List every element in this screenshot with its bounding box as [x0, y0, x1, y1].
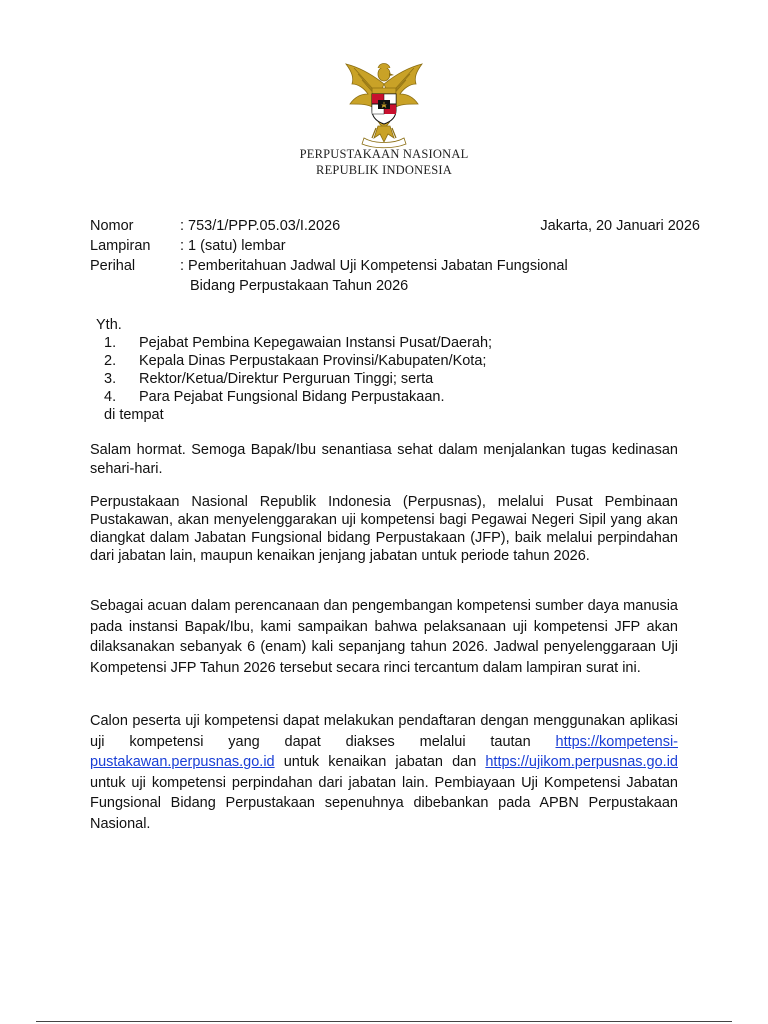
- lampiran-value: : 1 (satu) lembar: [180, 238, 286, 254]
- footer-divider: [36, 1021, 732, 1022]
- org-name-line2: REPUBLIK INDONESIA: [316, 163, 452, 177]
- body-paragraph-2: Perpustakaan Nasional Republik Indonesia (Perpusnas), melalui Pusat Pembinaan Pustakawan, akan menyelenggarakan uji kompetensi bagi Pegawai Negeri Sipil yang akan diangkat dalam Jabatan Fungsional bidang Perpustakaan (JFP), baik melalui perpindahan dari jabatan lain, maupun kenaikan jenjang jabatan untuk periode tahun 2026.: [90, 494, 678, 564]
- body-paragraph-1: Salam hormat. Semoga Bapak/Ibu senantiasa sehat dalam menjalankan tugas kedinasan sehari-hari.: [90, 442, 678, 477]
- perihal-row: [90, 256, 700, 276]
- perihal-label: Perihal: [90, 258, 136, 274]
- letter-date: Jakarta, 20 Januari 2026: [540, 218, 700, 234]
- perihal-row-2: [90, 276, 700, 296]
- body-paragraph-3: Sebagai acuan dalam perencanaan dan pengembangan kompetensi sumber daya manusia pada instansi Bapak/Ibu, kami sampaikan bahwa pelaksanaan uji kompetensi JFP akan dilaksanakan sebanyak 6 (enam) kali sepanjang tahun 2026. Jadwal penyelenggaraan Uji Kompetensi JFP Tahun 2026 tersebut secara rinci tercantum dalam lampiran surat ini.: [90, 598, 678, 676]
- nomor-value: : 753/1/PPP.05.03/I.2026: [180, 218, 341, 234]
- list-item: [104, 352, 492, 370]
- list-item-number: 3.: [104, 371, 117, 387]
- list-item: [104, 334, 492, 352]
- body-paragraph-4: [90, 711, 678, 834]
- list-item-number: 4.: [104, 389, 117, 405]
- nomor-row: [90, 216, 700, 236]
- recipient-list: [104, 334, 492, 406]
- list-item-number: 1.: [104, 335, 117, 351]
- list-item-text: Pejabat Pembina Kepegawaian Instansi Pusat/Daerah;: [139, 335, 493, 351]
- di-tempat: di tempat: [104, 407, 164, 423]
- perihal-value-line2: Bidang Perpustakaan Tahun 2026: [190, 278, 409, 294]
- garuda-emblem-icon: [334, 54, 434, 150]
- kompetensi-pustakawan-link[interactable]: https://kompetensi-pustakawan.perpusnas.go.id: [90, 733, 678, 770]
- list-item-number: 2.: [104, 353, 117, 369]
- org-name-line1: PERPUSTAKAAN NASIONAL: [299, 147, 469, 161]
- yth-salutation: Yth.: [96, 317, 122, 333]
- ujikom-link[interactable]: https://ujikom.perpusnas.go.id: [485, 754, 678, 770]
- letter-meta: [90, 216, 700, 296]
- list-item-text: Kepala Dinas Perpustakaan Provinsi/Kabupaten/Kota;: [139, 353, 487, 369]
- list-item: [104, 388, 492, 406]
- lampiran-label: Lampiran: [90, 238, 151, 254]
- lampiran-row: [90, 236, 700, 256]
- nomor-label: Nomor: [90, 218, 134, 234]
- list-item-text: Rektor/Ketua/Direktur Perguruan Tinggi; serta: [139, 371, 434, 387]
- p4-text-a: Calon peserta uji kompetensi dapat melakukan pendaftaran dengan menggunakan aplikasi uji kompetensi yang dapat diakses melalui tautan: [90, 713, 678, 750]
- perihal-value-line1: : Pemberitahuan Jadwal Uji Kompetensi Jabatan Fungsional: [180, 258, 568, 274]
- p4-text-c: untuk uji kompetensi perpindahan dari jabatan lain. Pembiayaan Uji Kompetensi Jabatan Fungsional Bidang Perpustakaan sepenuhnya dibebankan pada APBN Perpustakaan Nasional.: [90, 774, 678, 832]
- list-item-text: Para Pejabat Fungsional Bidang Perpustakaan.: [139, 389, 445, 405]
- p4-text-b: untuk kenaikan jabatan dan: [274, 754, 486, 770]
- list-item: [104, 370, 492, 388]
